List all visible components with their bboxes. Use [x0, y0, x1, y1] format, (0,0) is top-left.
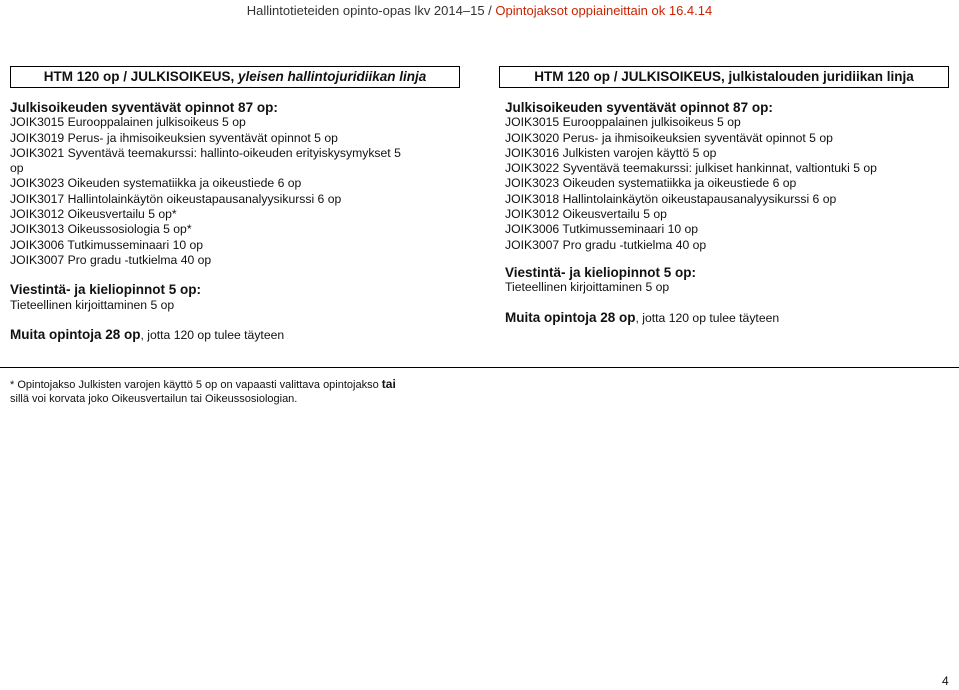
right-title-rest: julkistalouden juridiikan linja: [728, 69, 914, 84]
left-course: JOIK3021 Syventävä teemakurssi: hallinto-oikeuden erityiskysymykset 5: [10, 145, 401, 160]
left-course: JOIK3013 Oikeussosiologia 5 op*: [10, 222, 192, 237]
page-header: [0, 3, 959, 18]
right-course: JOIK3020 Perus- ja ihmisoikeuksien syventävät opinnot 5 op: [505, 130, 833, 145]
right-course: JOIK3022 Syventävä teemakurssi: julkiset hankinnat, valtiontuki 5 op: [505, 161, 877, 176]
left-course: op: [10, 161, 24, 176]
left-title-box: [10, 66, 460, 88]
header-highlight: Opintojaksot oppiaineittain ok 16.4.14: [495, 3, 713, 18]
right-course: JOIK3007 Pro gradu -tutkielma 40 op: [505, 237, 707, 252]
footnote: [10, 377, 530, 406]
footnote-bold: tai: [381, 377, 396, 391]
right-section2-title: Viestintä- ja kieliopinnot 5 op:: [505, 264, 697, 280]
left-muita-rest: , jotta 120 op tulee täyteen: [140, 327, 285, 342]
right-course: JOIK3006 Tutkimusseminaari 10 op: [505, 222, 699, 237]
header-prefix: Hallintotieteiden opinto-opas lkv 2014–15 /: [246, 3, 496, 18]
right-course: JOIK3023 Oikeuden systematiikka ja oikeustiede 6 op: [505, 176, 797, 191]
left-muita-line: [10, 327, 480, 343]
right-muita-bold: Muita opintoja 28 op: [505, 309, 636, 325]
left-course: JOIK3019 Perus- ja ihmisoikeuksien syventävät opinnot 5 op: [10, 130, 338, 145]
right-section1-title: Julkisoikeuden syventävät opinnot 87 op:: [505, 100, 773, 115]
left-course: JOIK3006 Tutkimusseminaari 10 op: [10, 237, 204, 252]
left-title-italic: yleisen hallintojuridiikan linja: [237, 69, 427, 84]
right-course: JOIK3016 Julkisten varojen käyttö 5 op: [505, 145, 717, 160]
left-column: [10, 100, 480, 343]
left-course: JOIK3017 Hallintolainkäytön oikeustapausanalyysikurssi 6 op: [10, 191, 342, 206]
right-muita-rest: , jotta 120 op tulee täyteen: [635, 310, 780, 325]
right-muita-line: [505, 310, 955, 326]
left-course: JOIK3015 Eurooppalainen julkisoikeus 5 op: [10, 115, 246, 130]
right-section2-item: Tieteellinen kirjoittaminen 5 op: [505, 280, 670, 295]
left-muita-bold: Muita opintoja 28 op: [10, 326, 141, 342]
left-section1-title: Julkisoikeuden syventävät opinnot 87 op:: [10, 100, 278, 115]
right-course: JOIK3018 Hallintolainkäytön oikeustapausanalyysikurssi 6 op: [505, 191, 837, 206]
footnote-divider: [0, 367, 959, 368]
right-title-box: [499, 66, 949, 88]
right-column: [505, 100, 955, 326]
left-section2-item: Tieteellinen kirjoittaminen 5 op: [10, 297, 175, 312]
right-course: JOIK3015 Eurooppalainen julkisoikeus 5 op: [505, 115, 741, 130]
right-course: JOIK3012 Oikeusvertailu 5 op: [505, 207, 667, 222]
left-section2-title: Viestintä- ja kieliopinnot 5 op:: [10, 282, 202, 298]
left-course: JOIK3023 Oikeuden systematiikka ja oikeustiede 6 op: [10, 176, 302, 191]
footnote-part2: sillä voi korvata joko Oikeusvertailun tai Oikeussosiologian.: [10, 393, 298, 405]
footnote-part1: * Opintojakso Julkisten varojen käyttö 5 op on vapaasti valittava opintojakso: [10, 379, 382, 391]
left-course: JOIK3007 Pro gradu -tutkielma 40 op: [10, 252, 212, 267]
right-title-main: HTM 120 op / JULKISOIKEUS,: [534, 69, 729, 84]
left-title-main: HTM 120 op / JULKISOIKEUS,: [43, 69, 238, 84]
page-number: 4: [942, 674, 949, 688]
left-course: JOIK3012 Oikeusvertailu 5 op*: [10, 207, 177, 222]
